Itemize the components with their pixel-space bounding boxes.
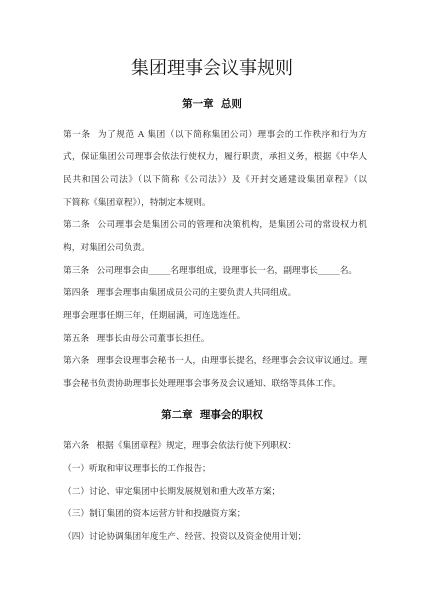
line-text: 根据《集团章程》规定，理事会依法行使下列职权： [96,441,297,452]
powers-list [63,458,367,549]
article-label: 第二条 [63,220,90,231]
article-label: 第五条 [63,333,90,344]
article-paragraph [63,214,367,259]
chapter-1 [63,93,367,396]
plain-paragraph [63,305,367,328]
article-label: 第三条 [63,265,90,276]
article-label: 第一条 [63,129,91,140]
list-item: （二）讨论、审定集团中长期发展规划和重大改革方案； [63,486,281,497]
paragraph-line: 民共和国公司法》（以下简称《公司法》）及《开封交通建设集团章程》（以 [63,174,367,185]
article-label: 第四条 [63,288,90,299]
article-label: 第六条 [63,441,90,452]
line-text: 理事会设理事会秘书一人，由理事长提名，经理事会会议审议通过。理 [96,356,368,367]
article-paragraph [63,435,367,458]
paragraph-line [63,124,367,147]
line-text: 为了规范 A 集团（以下简称集团公司）理事会的工作秩序和行为方 [97,129,367,140]
chapter-body [63,435,367,548]
paragraph-line: 事会秘书负责协助理事长处理理事会事务及会议通知、联络等具体工作。 [63,379,341,390]
line-text: 理事长由母公司董事长担任。 [96,333,210,344]
paragraph-line [63,328,367,351]
list-item: （四）讨论协调集团年度生产、经营、投资以及资金使用计划； [63,532,307,543]
document-body [63,53,367,549]
line-text: 公司理事会由_____名理事组成，设理事长一名，副理事长_____名。 [96,265,358,276]
paragraph-line: 式，保证集团公司理事会依法行使权力，履行职责，承担义务，根据《中华人 [63,152,367,163]
article-paragraph [63,350,367,395]
list-item: （三）制订集团的资本运营方针和投融资方案； [63,509,246,520]
article-paragraph [63,260,367,283]
article-paragraph [63,282,367,305]
line-text: 公司理事会是集团公司的管理和决策机构，是集团公司的常设权力机 [97,220,368,231]
article-label: 第六条 [63,356,90,367]
paragraph-line: 下简称《集团章程》），特制定本规则。 [63,197,211,208]
chapter-body [63,124,367,396]
paragraph-line: 构，对集团公司负责。 [63,243,150,254]
paragraph-line [63,435,367,458]
paragraph-line [63,214,367,237]
chapter-heading: 第二章 理事会的职权 [161,409,263,422]
paragraph-line: 理事会理事任期三年，任期届满，可连选连任。 [63,311,246,322]
list-item: （一）听取和审议理事长的工作报告； [63,464,211,475]
page-title: 集团理事会议事规则 [131,58,293,79]
paragraph-line [63,282,367,305]
article-paragraph [63,124,367,215]
line-text: 理事会理事由集团成员公司的主要负责人共同组成。 [96,288,297,299]
paragraph-line [63,260,367,283]
chapter-2 [63,404,367,548]
article-paragraph [63,328,367,351]
chapter-heading: 第一章 总则 [182,97,242,110]
paragraph-line [63,350,367,373]
